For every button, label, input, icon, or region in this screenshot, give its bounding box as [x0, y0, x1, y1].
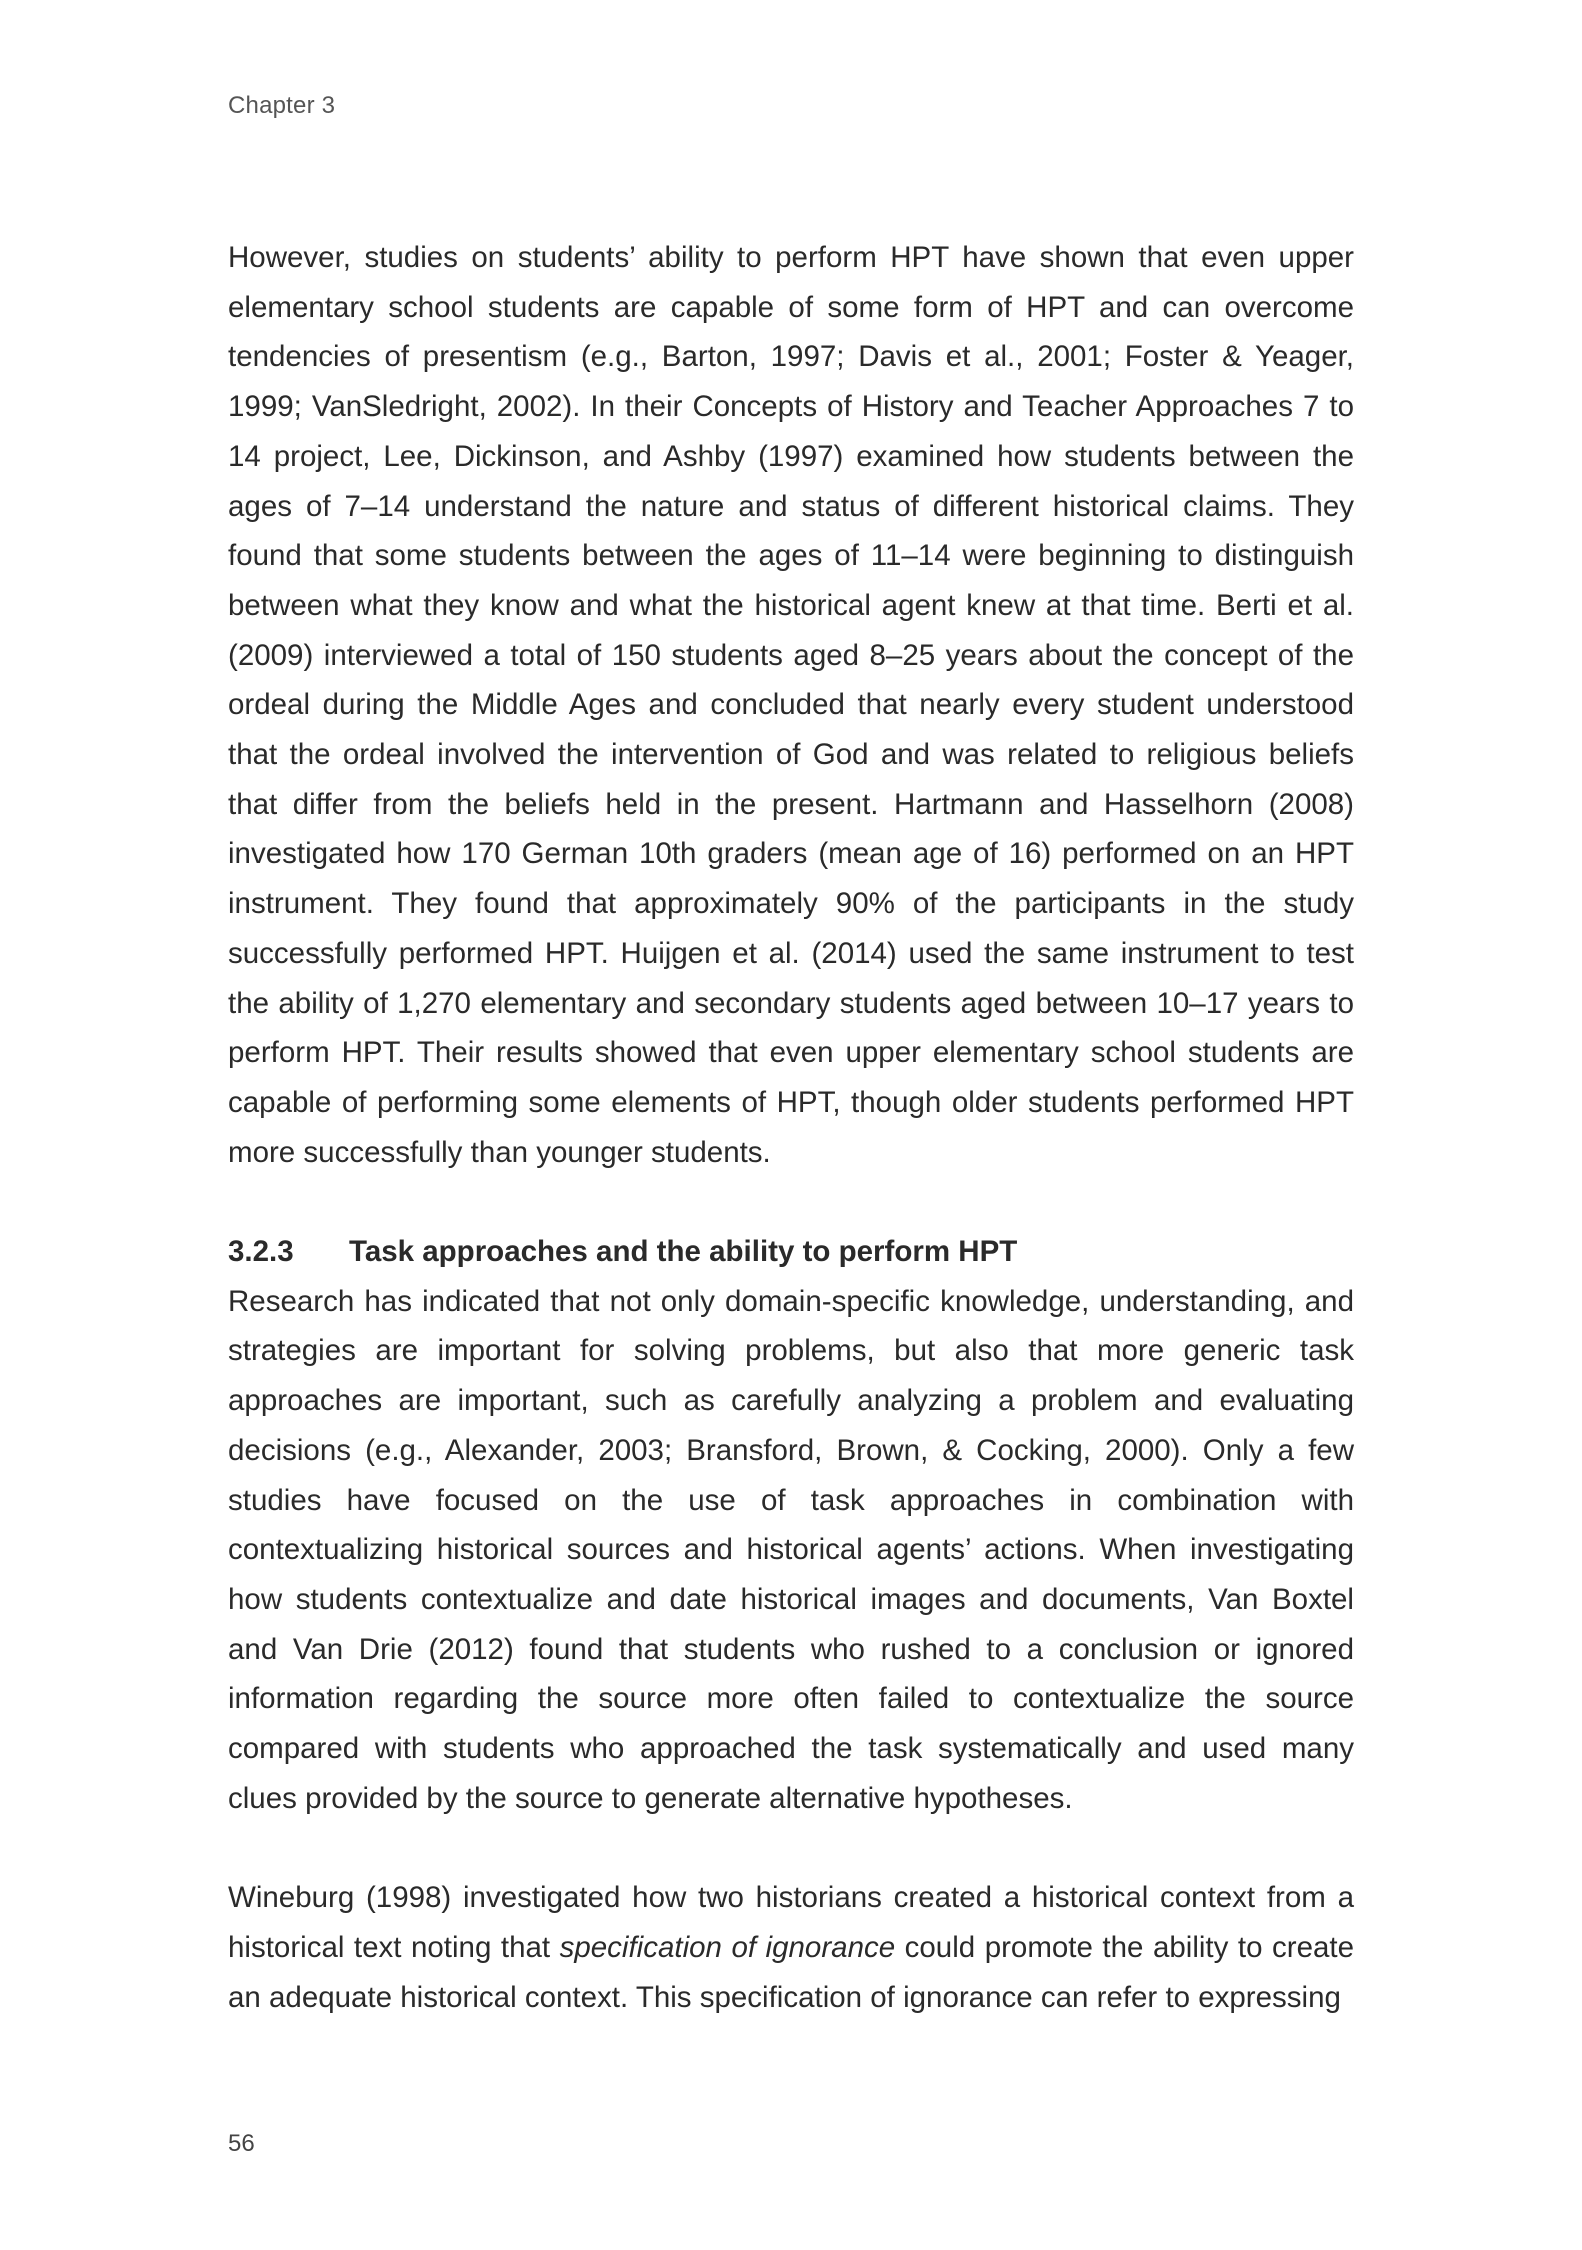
emphasis-specification-of-ignorance: specification of ignorance: [559, 1930, 896, 1964]
paragraph-task-approaches: Research has indicated that not only domain-specific knowledge, understanding, and strategies are important for solving problems, but also that more generic task approaches are important, such as carefully analyzing a problem and evaluating decisions (e.g., Alexander, 2003; Bransford, Brown, & Cocking, 2000). Only a few studies have focused on the use of task approaches in combination with contextualizing historical sources and historical agents’ actions. When investigating how students contextualize and date historical images and documents, Van Boxtel and Van Drie (2012) found that students who rushed to a conclusion or ignored information regarding the source more often failed to contextualize the source compared with students who approached the task systematically and used many clues provided by the source to generate alternative hypotheses.: [228, 1284, 1354, 1815]
paragraph-spacer: [228, 1177, 1354, 1227]
page-body: [228, 233, 1354, 2022]
paragraph-wineburg-start: Wineburg (1998) investigated how two historians created a historical context from a historical text noting that: [228, 1881, 1354, 1964]
paragraph-hpt-studies: However, studies on students’ ability to perform HPT have shown that even upper elementary school students are capable of some form of HPT and can overcome tendencies of presentism (e.g., Barton, 1997; Davis et al., 2001; Foster & Yeager, 1999; VanSledright, 2002). In their Concepts of History and Teacher Approaches 7 to 14 project, Lee, Dickinson, and Ashby (1997) examined how students between the ages of 7–14 understand the nature and status of different historical claims. They found that some students between the ages of 11–14 were beginning to distinguish between what they know and what the historical agent knew at that time. Berti et al. (2009) interviewed a total of 150 students aged 8–25 years about the concept of the ordeal during the Middle Ages and concluded that nearly every student understood that the ordeal involved the intervention of God and was related to religious beliefs that differ from the beliefs held in the present. Hartmann and Hasselhorn (2008) investigated how 170 German 10th graders (mean age of 16) performed on an HPT instrument. They found that approximately 90% of the participants in the study successfully performed HPT. Huijgen et al. (2014) used the same instrument to test the ability of 1,270 elementary and secondary students aged between 10–17 years to perform HPT. Their results showed that even upper elementary school students are capable of performing some elements of HPT, though older students performed HPT more successfully than younger students.: [228, 241, 1354, 1169]
paragraph-spacer: [228, 1823, 1354, 1873]
section-heading: [228, 1227, 1354, 1277]
running-header: Chapter 3: [228, 92, 336, 119]
section-title: Task approaches and the ability to perform HPT: [349, 1235, 1018, 1269]
page-number: 56: [228, 2130, 255, 2157]
paragraph-wineburg: [228, 1873, 1354, 2022]
section-number: 3.2.3: [228, 1235, 294, 1269]
paragraph-wineburg-end: could promote the ability to create an adequate historical context. This specification of ignorance can refer to expressing: [228, 1930, 1354, 2014]
